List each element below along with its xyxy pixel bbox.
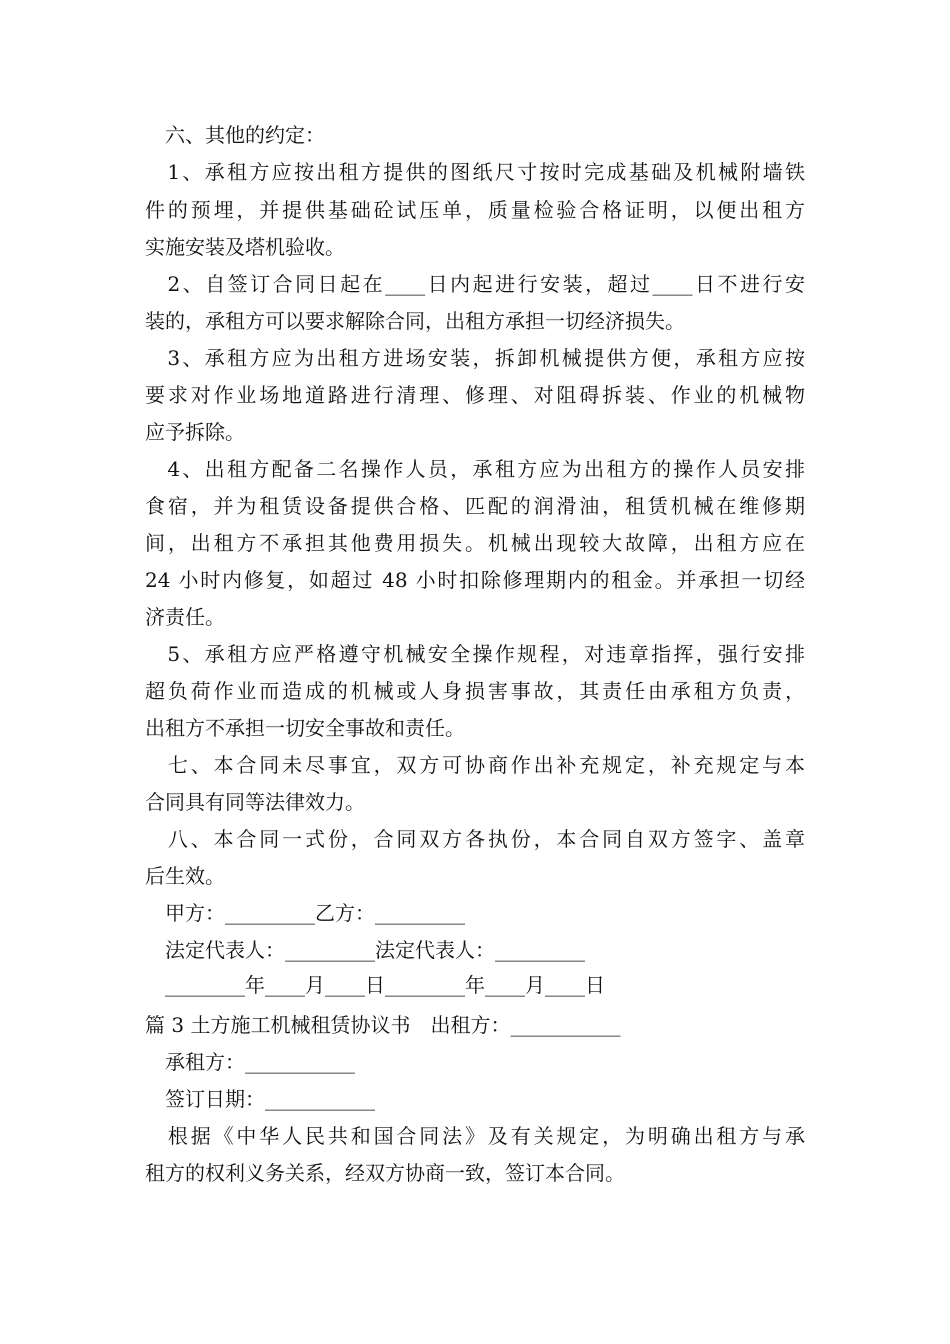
section-7-line-1: 七、本合同未尽事宜，双方可协商作出补充规定，补充规定与本 — [145, 753, 805, 777]
date-line: ________年____月____日________年____月____日 — [145, 973, 605, 997]
section-7-line-2: 合同具有同等法律效力。 — [145, 790, 365, 814]
clause-5-line-2: 超负荷作业而造成的机械或人身损害事故，其责任由承租方负责， — [145, 679, 805, 703]
clause-2-line-2: 装的，承租方可以要求解除合同，出租方承担一切经济损失。 — [145, 309, 685, 333]
clause-4-line-4: 24 小时内修复，如超过 48 小时扣除修理期内的租金。并承担一切经 — [145, 568, 805, 592]
clause-4-line-2: 食宿，并为租赁设备提供合格、匹配的润滑油，租赁机械在维修期 — [145, 494, 805, 518]
clause-3-line-2: 要求对作业场地道路进行清理、修理、对阻碍拆装、作业的机械物 — [145, 383, 805, 407]
clause-1-line-3: 实施安装及塔机验收。 — [145, 235, 345, 259]
clause-3-line-1: 3、承租方应为出租方进场安装，拆卸机械提供方便，承租方应按 — [145, 346, 805, 370]
article-3-title-line: 篇 3 土方施工机械租赁协议书 出租方：___________ — [145, 1013, 621, 1037]
section-8-line-2: 后生效。 — [145, 864, 225, 888]
signing-date-line: 签订日期：___________ — [145, 1087, 375, 1111]
clause-1-line-1: 1、承租方应按出租方提供的图纸尺寸按时完成基础及机械附墙铁 — [145, 160, 805, 184]
party-signature-line: 甲方：_________乙方：_________ — [145, 901, 465, 925]
clause-1-line-2: 件的预埋，并提供基础砼试压单，质量检验合格证明，以便出租方 — [145, 198, 805, 222]
lessee-line: 承租方：___________ — [145, 1050, 355, 1074]
preamble-line-1: 根据《中华人民共和国合同法》及有关规定，为明确出租方与承 — [145, 1124, 805, 1148]
clause-5-line-1: 5、承租方应严格遵守机械安全操作规程，对违章指挥，强行安排 — [145, 642, 805, 666]
clause-2-line-1: 2、自签订合同日起在____日内起进行安装，超过____日不进行安 — [145, 272, 805, 296]
legal-representative-line: 法定代表人：_________法定代表人：_________ — [145, 938, 585, 962]
clause-4-line-5: 济责任。 — [145, 605, 225, 629]
clause-4-line-3: 间，出租方不承担其他费用损失。机械出现较大故障，出租方应在 — [145, 531, 805, 555]
clause-5-line-3: 出租方不承担一切安全事故和责任。 — [145, 716, 465, 740]
section-8-line-1: 八、本合同一式份，合同双方各执份，本合同自双方签字、盖章 — [145, 827, 805, 851]
preamble-line-2: 租方的权利义务关系，经双方协商一致，签订本合同。 — [145, 1161, 625, 1185]
clause-4-line-1: 4、出租方配备二名操作人员，承租方应为出租方的操作人员安排 — [145, 457, 805, 481]
section-6-heading: 六、其他的约定： — [145, 123, 325, 147]
clause-3-line-3: 应予拆除。 — [145, 420, 245, 444]
